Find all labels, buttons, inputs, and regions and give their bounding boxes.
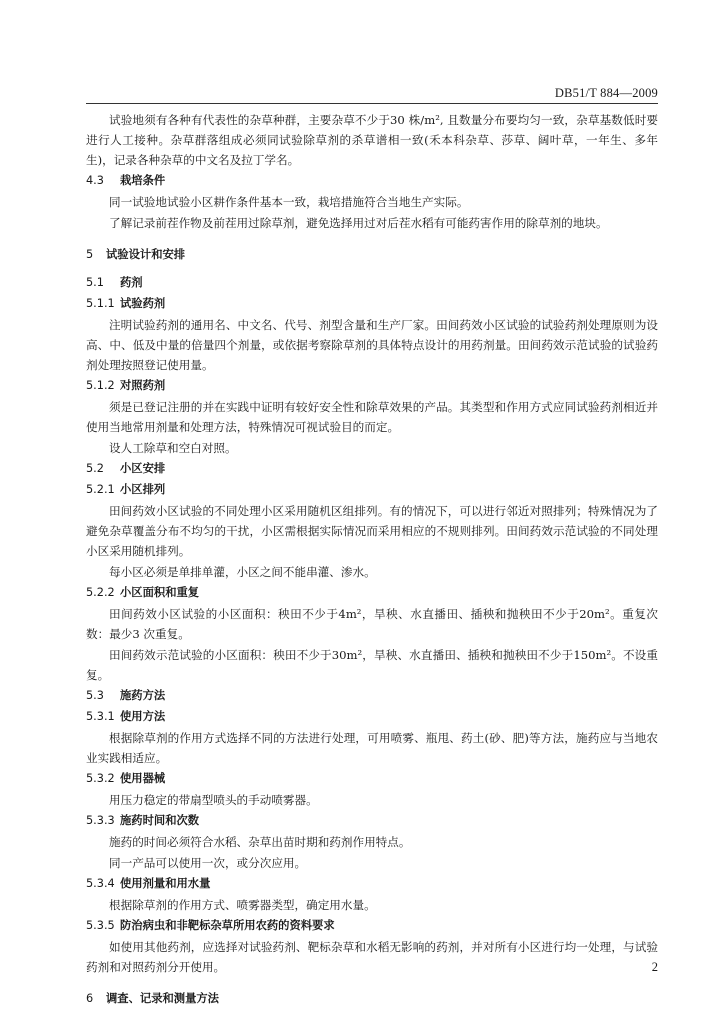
section-number: 5.1.2 <box>86 379 115 392</box>
chapter-heading <box>86 989 658 1009</box>
section-number: 5.2 <box>86 462 104 475</box>
section-heading <box>86 916 658 936</box>
section-number: 5.2.2 <box>86 586 115 599</box>
section-number: 4.3 <box>86 174 104 187</box>
section-heading <box>86 686 658 706</box>
section-title: 使用剂量和用水量 <box>120 877 211 890</box>
chapter-title: 试验设计和安排 <box>106 248 186 261</box>
paragraph: 施药的时间必须符合水稻、杂草出苗时期和药剂作用特点。 <box>109 835 411 849</box>
section-heading <box>86 811 658 831</box>
section-number: 5.3.1 <box>86 710 115 723</box>
paragraph: 根据除草剂的作用方式选择不同的方法进行处理，可用喷雾、瓶甩、药土(砂、肥)等方法，施药应与当地农业实践相适应。 <box>86 731 658 765</box>
paragraph: 须是已登记注册的并在实践中证明有较好安全性和除草效果的产品。其类型和作用方式应同试验药剂相近并使用当地常用剂量和处理方法，特殊情况可视试验目的而定。 <box>86 400 658 434</box>
paragraph: 同一试验地试验小区耕作条件基本一致，栽培措施符合当地生产实际。 <box>109 195 469 209</box>
section-title: 小区面积和重复 <box>120 586 200 599</box>
section-heading <box>86 769 658 789</box>
section-title: 对照药剂 <box>120 379 166 392</box>
section-title: 小区排列 <box>120 483 166 496</box>
section-number: 5.3.4 <box>86 877 115 890</box>
section-title: 试验药剂 <box>120 297 166 310</box>
chapter-title: 调查、记录和测量方法 <box>106 992 219 1005</box>
paragraph: 根据除草剂的作用方式、喷雾器类型，确定用水量。 <box>109 898 376 912</box>
section-heading <box>86 294 658 314</box>
section-title: 施药时间和次数 <box>120 814 200 827</box>
section-title: 使用方法 <box>120 710 166 723</box>
document-code: DB51/T 884—2009 <box>554 86 658 100</box>
section-title: 栽培条件 <box>120 174 166 187</box>
paragraph: 田间药效小区试验的不同处理小区采用随机区组排列。有的情况下，可以进行邻近对照排列；特殊情况为了避免杂草覆盖分布不均匀的干扰，小区需根据实际情况而采用相应的不规则排列。田间药效示范试验的不同处理小区采用随机排列。 <box>86 504 658 558</box>
section-heading <box>86 583 658 603</box>
paragraph: 设人工除草和空白对照。 <box>109 441 237 455</box>
section-heading <box>86 171 658 191</box>
document-body <box>86 110 658 1017</box>
page-number: 2 <box>651 960 658 974</box>
paragraph: 同一产品可以使用一次，或分次应用。 <box>109 856 307 870</box>
chapter-number: 5 <box>86 248 94 261</box>
section-heading <box>86 273 658 293</box>
section-title: 防治病虫和非靶标杂草所用农药的资料要求 <box>120 919 335 932</box>
section-title: 药剂 <box>120 276 143 289</box>
section-title: 使用器械 <box>120 772 166 785</box>
section-number: 5.3.2 <box>86 772 115 785</box>
section-number: 5.3.5 <box>86 919 115 932</box>
section-heading <box>86 480 658 500</box>
section-title: 施药方法 <box>120 689 166 702</box>
section-heading <box>86 874 658 894</box>
paragraph: 了解记录前茬作物及前茬用过除草剂，避免选择用过对后茬水稻有可能药害作用的除草剂的地块。 <box>109 216 608 230</box>
chapter-heading <box>86 245 658 265</box>
paragraph: 用压力稳定的带扇型喷头的手动喷雾器。 <box>109 793 318 807</box>
paragraph: 田间药效小区试验的小区面积：秧田不少于4m²，旱秧、水直播田、插秧和抛秧田不少于20m²。重复次数：最少3 次重复。 <box>86 607 658 641</box>
header-rule <box>86 103 658 104</box>
section-heading <box>86 376 658 396</box>
section-number: 5.3 <box>86 689 104 702</box>
paragraph: 如使用其他药剂，应选择对试验药剂、靶标杂草和水稻无影响的药剂，并对所有小区进行均一处理，与试验药剂和对照药剂分开使用。 <box>86 940 658 974</box>
section-number: 5.3.3 <box>86 814 115 827</box>
section-heading <box>86 459 658 479</box>
section-heading <box>86 707 658 727</box>
section-number: 5.1.1 <box>86 297 115 310</box>
paragraph: 每小区必须是单排单灌，小区之间不能串灌、渗水。 <box>109 565 376 579</box>
paragraph: 田间药效示范试验的小区面积：秧田不少于30m²，旱秧、水直播田、插秧和抛秧田不少于150m²。不设重复。 <box>86 648 658 682</box>
section-number: 5.2.1 <box>86 483 115 496</box>
chapter-number: 6 <box>86 992 94 1005</box>
section-number: 5.1 <box>86 276 104 289</box>
section-title: 小区安排 <box>120 462 166 475</box>
paragraph: 试验地须有各种有代表性的杂草种群，主要杂草不少于30 株/m², 且数量分布要均匀一致，杂草基数低时要进行人工接种。杂草群落组成必须同试验除草剂的杀草谱相一致(禾本科杂草、莎草、阔叶草，一年生、多年生)，记录各种杂草的中文名及拉丁学名。 <box>86 113 658 167</box>
paragraph: 注明试验药剂的通用名、中文名、代号、剂型含量和生产厂家。田间药效小区试验的试验药剂处理原则为设高、中、低及中量的倍量四个剂量，或依据考察除草剂的具体特点设计的用药剂量。田间药效示范试验的试验药剂处理按照登记使用量。 <box>86 318 658 372</box>
